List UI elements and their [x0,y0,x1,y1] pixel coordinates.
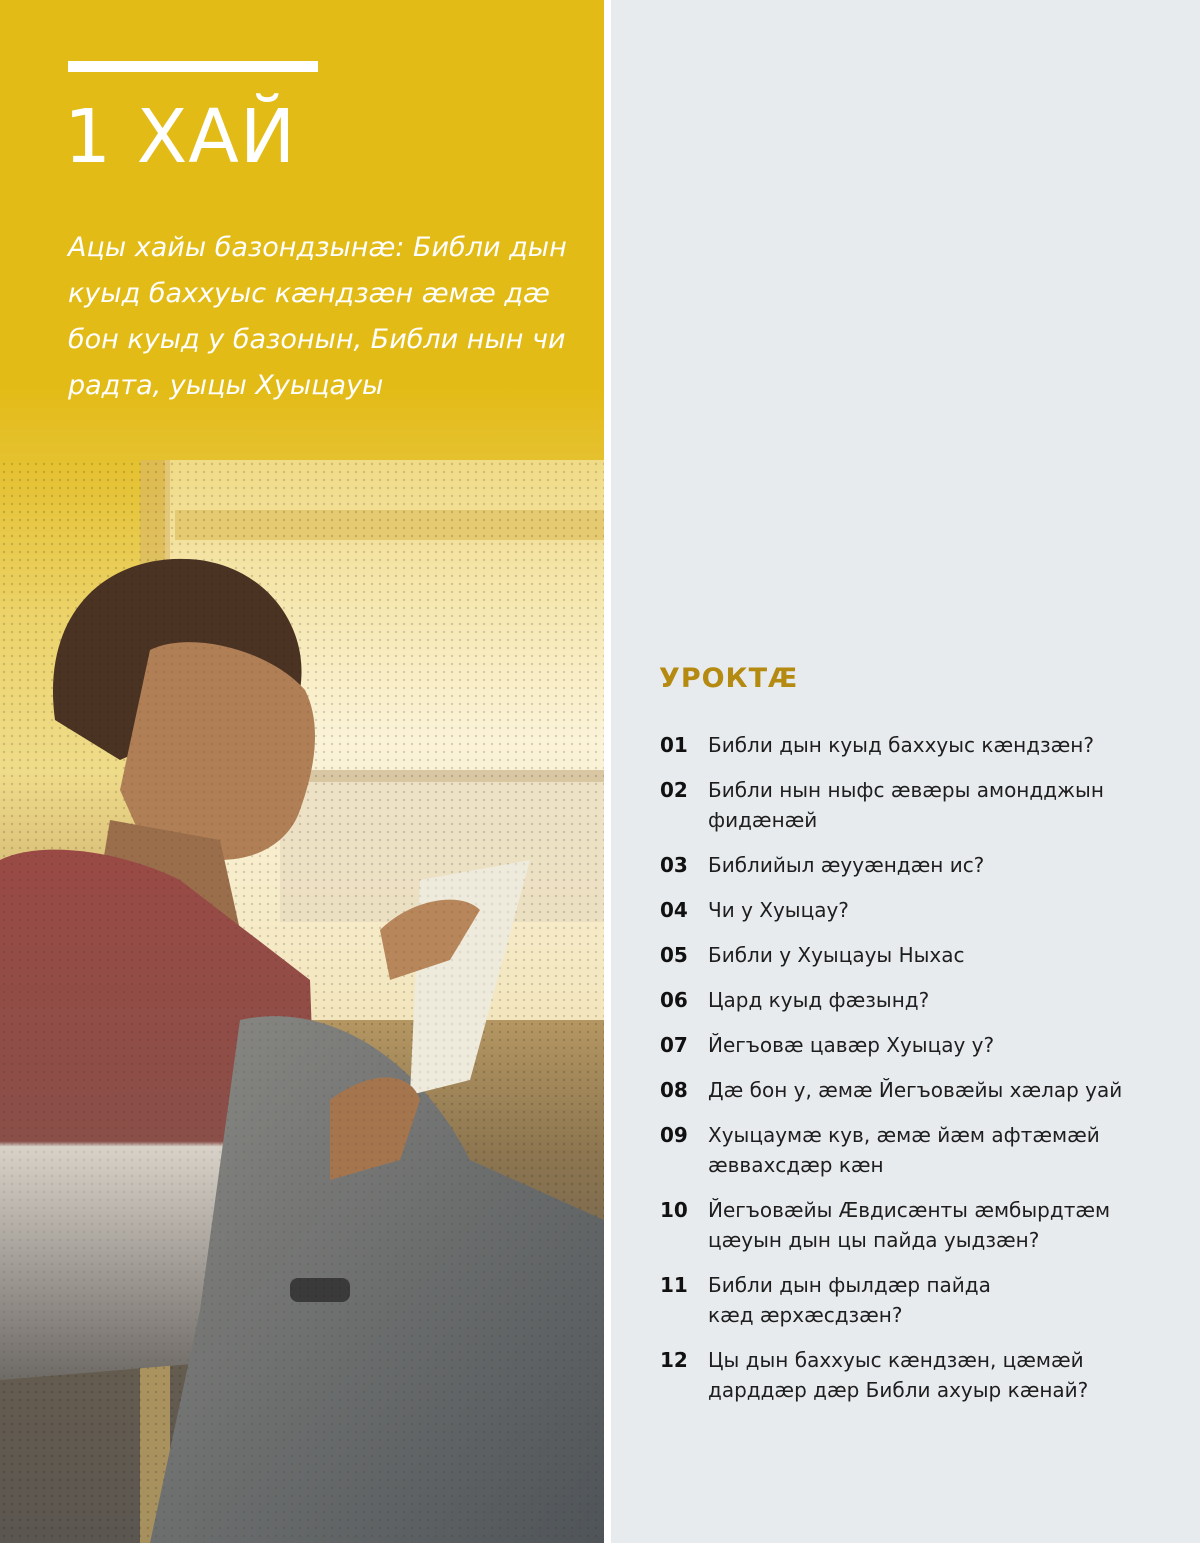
lesson-title: Хуыцаумæ кув, æмæ йæм афтæмæй æввахсдæр кæн [708,1123,1100,1177]
title-rule [68,61,318,72]
reading-man-illustration [0,460,604,1543]
lesson-item[interactable] [660,1120,1160,1180]
lesson-number: 02 [660,778,688,802]
lesson-title: Йегъовæйы Æвдисæнты æмбырдтæм цæуын дын цы пайда уыдзæн? [708,1198,1111,1252]
lesson-title: Библийыл æууæндæн ис? [708,853,985,877]
lesson-list [660,730,1160,1420]
lesson-item[interactable] [660,1345,1160,1405]
lesson-item[interactable] [660,1075,1160,1105]
lesson-number: 06 [660,988,688,1012]
lesson-number: 05 [660,943,688,967]
lesson-title: Библи дын фылдæр пайда кæд æрхæсдзæн? [708,1273,991,1327]
lesson-item[interactable] [660,895,1160,925]
lesson-item[interactable] [660,1195,1160,1255]
lesson-number: 12 [660,1348,688,1372]
lesson-item[interactable] [660,730,1160,760]
lesson-number: 04 [660,898,688,922]
lesson-title: Дæ бон у, æмæ Йегъовæйы хæлар уай [708,1078,1123,1102]
lesson-number: 10 [660,1198,688,1222]
lesson-item[interactable] [660,940,1160,970]
lesson-number: 09 [660,1123,688,1147]
lesson-title: Йегъовæ цавæр Хуыцау у? [708,1033,995,1057]
page-divider [604,0,611,1543]
lesson-title: Библи дын куыд баххуыс кæндзæн? [708,733,1094,757]
lesson-number: 07 [660,1033,688,1057]
lesson-title: Библи нын ныфс æвæры амондджын фидæнæй [708,778,1104,832]
lesson-title: Цард куыд фæзынд? [708,988,930,1012]
part-subtitle: Ацы хайы базондзынæ: Библи дын куыд баххуыс кæндзæн æмæ дæ бон куыд у базонын, Библи нын чи радта, уыцы Хуыцауы [68,232,567,401]
lesson-item[interactable] [660,1030,1160,1060]
part-title: 1 ХАЙ [64,94,297,180]
lesson-number: 01 [660,733,688,757]
lesson-number: 11 [660,1273,688,1297]
lesson-number: 08 [660,1078,688,1102]
lesson-title: Библи у Хуыцауы Ныхас [708,943,965,967]
lesson-item[interactable] [660,850,1160,880]
lesson-item[interactable] [660,775,1160,835]
lesson-number: 03 [660,853,688,877]
lesson-title: Цы дын баххуыс кæндзæн, цæмæй дарддæр дæр Библи ахуыр кæнай? [708,1348,1089,1402]
lesson-item[interactable] [660,1270,1160,1330]
lesson-item[interactable] [660,985,1160,1015]
lesson-title: Чи у Хуыцау? [708,898,849,922]
lessons-heading: УРОКТÆ [659,663,799,694]
